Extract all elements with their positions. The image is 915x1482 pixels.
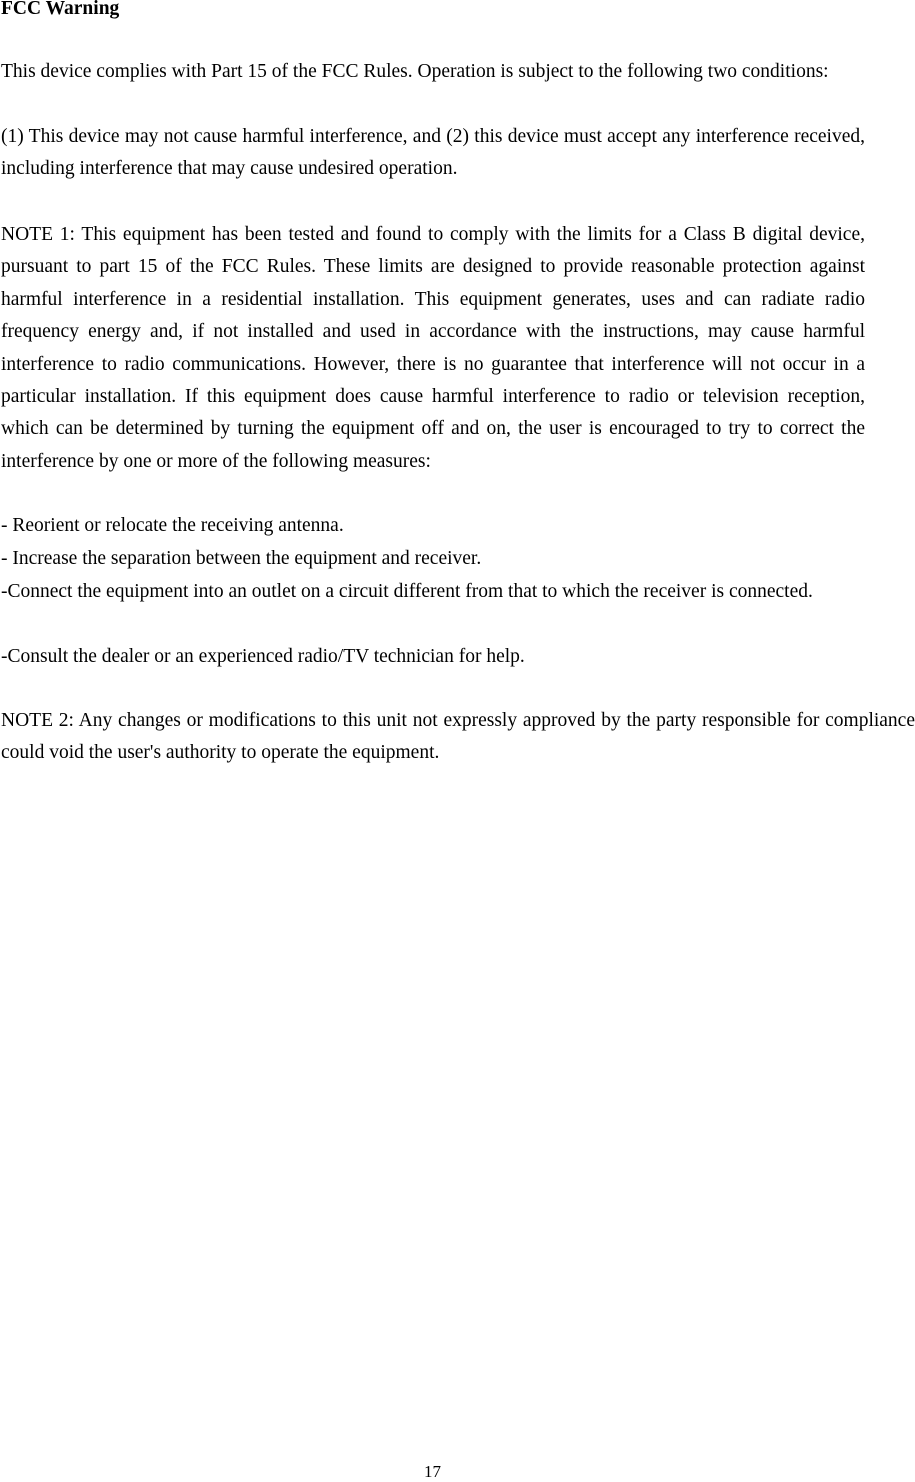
compliance-conditions: (1) This device may not cause harmful interference, and (2) this device must accept any interference received, including interference that may cause undesired operation. — [1, 126, 865, 180]
measure-item: - Increase the separation between the equipment and receiver. — [1, 548, 482, 569]
compliance-intro: This device complies with Part 15 of the FCC Rules. Operation is subject to the following two conditions: — [1, 61, 829, 82]
note-1-paragraph: NOTE 1: This equipment has been tested and found to comply with the limits for a Class B digital device, pursuant to part 15 of the FCC Rules. These limits are designed to provide reasonable protection against harmful interference in a residential installation. This equipment generates, uses and can radiate radio frequency energy and, if not installed and used in accordance with the instructions, may cause harmful interference to radio communications. However, there is no guarantee that interference will not occur in a particular installation. If this equipment does cause harmful interference to radio or television reception, which can be determined by turning the equipment off and on, the user is encouraged to try to correct the interference by one or more of the following measures: — [1, 224, 865, 472]
measure-item: -Connect the equipment into an outlet on a circuit different from that to which the receiver is connected. — [1, 581, 813, 602]
page-number: 17 — [424, 1462, 441, 1481]
measure-item: -Consult the dealer or an experienced radio/TV technician for help. — [1, 646, 525, 667]
note-2-paragraph: NOTE 2: Any changes or modifications to this unit not expressly approved by the party responsible for compliance could void the user's authority to operate the equipment. — [1, 710, 915, 764]
measure-item: - Reorient or relocate the receiving antenna. — [1, 515, 344, 536]
document-title: FCC Warning — [1, 0, 120, 19]
